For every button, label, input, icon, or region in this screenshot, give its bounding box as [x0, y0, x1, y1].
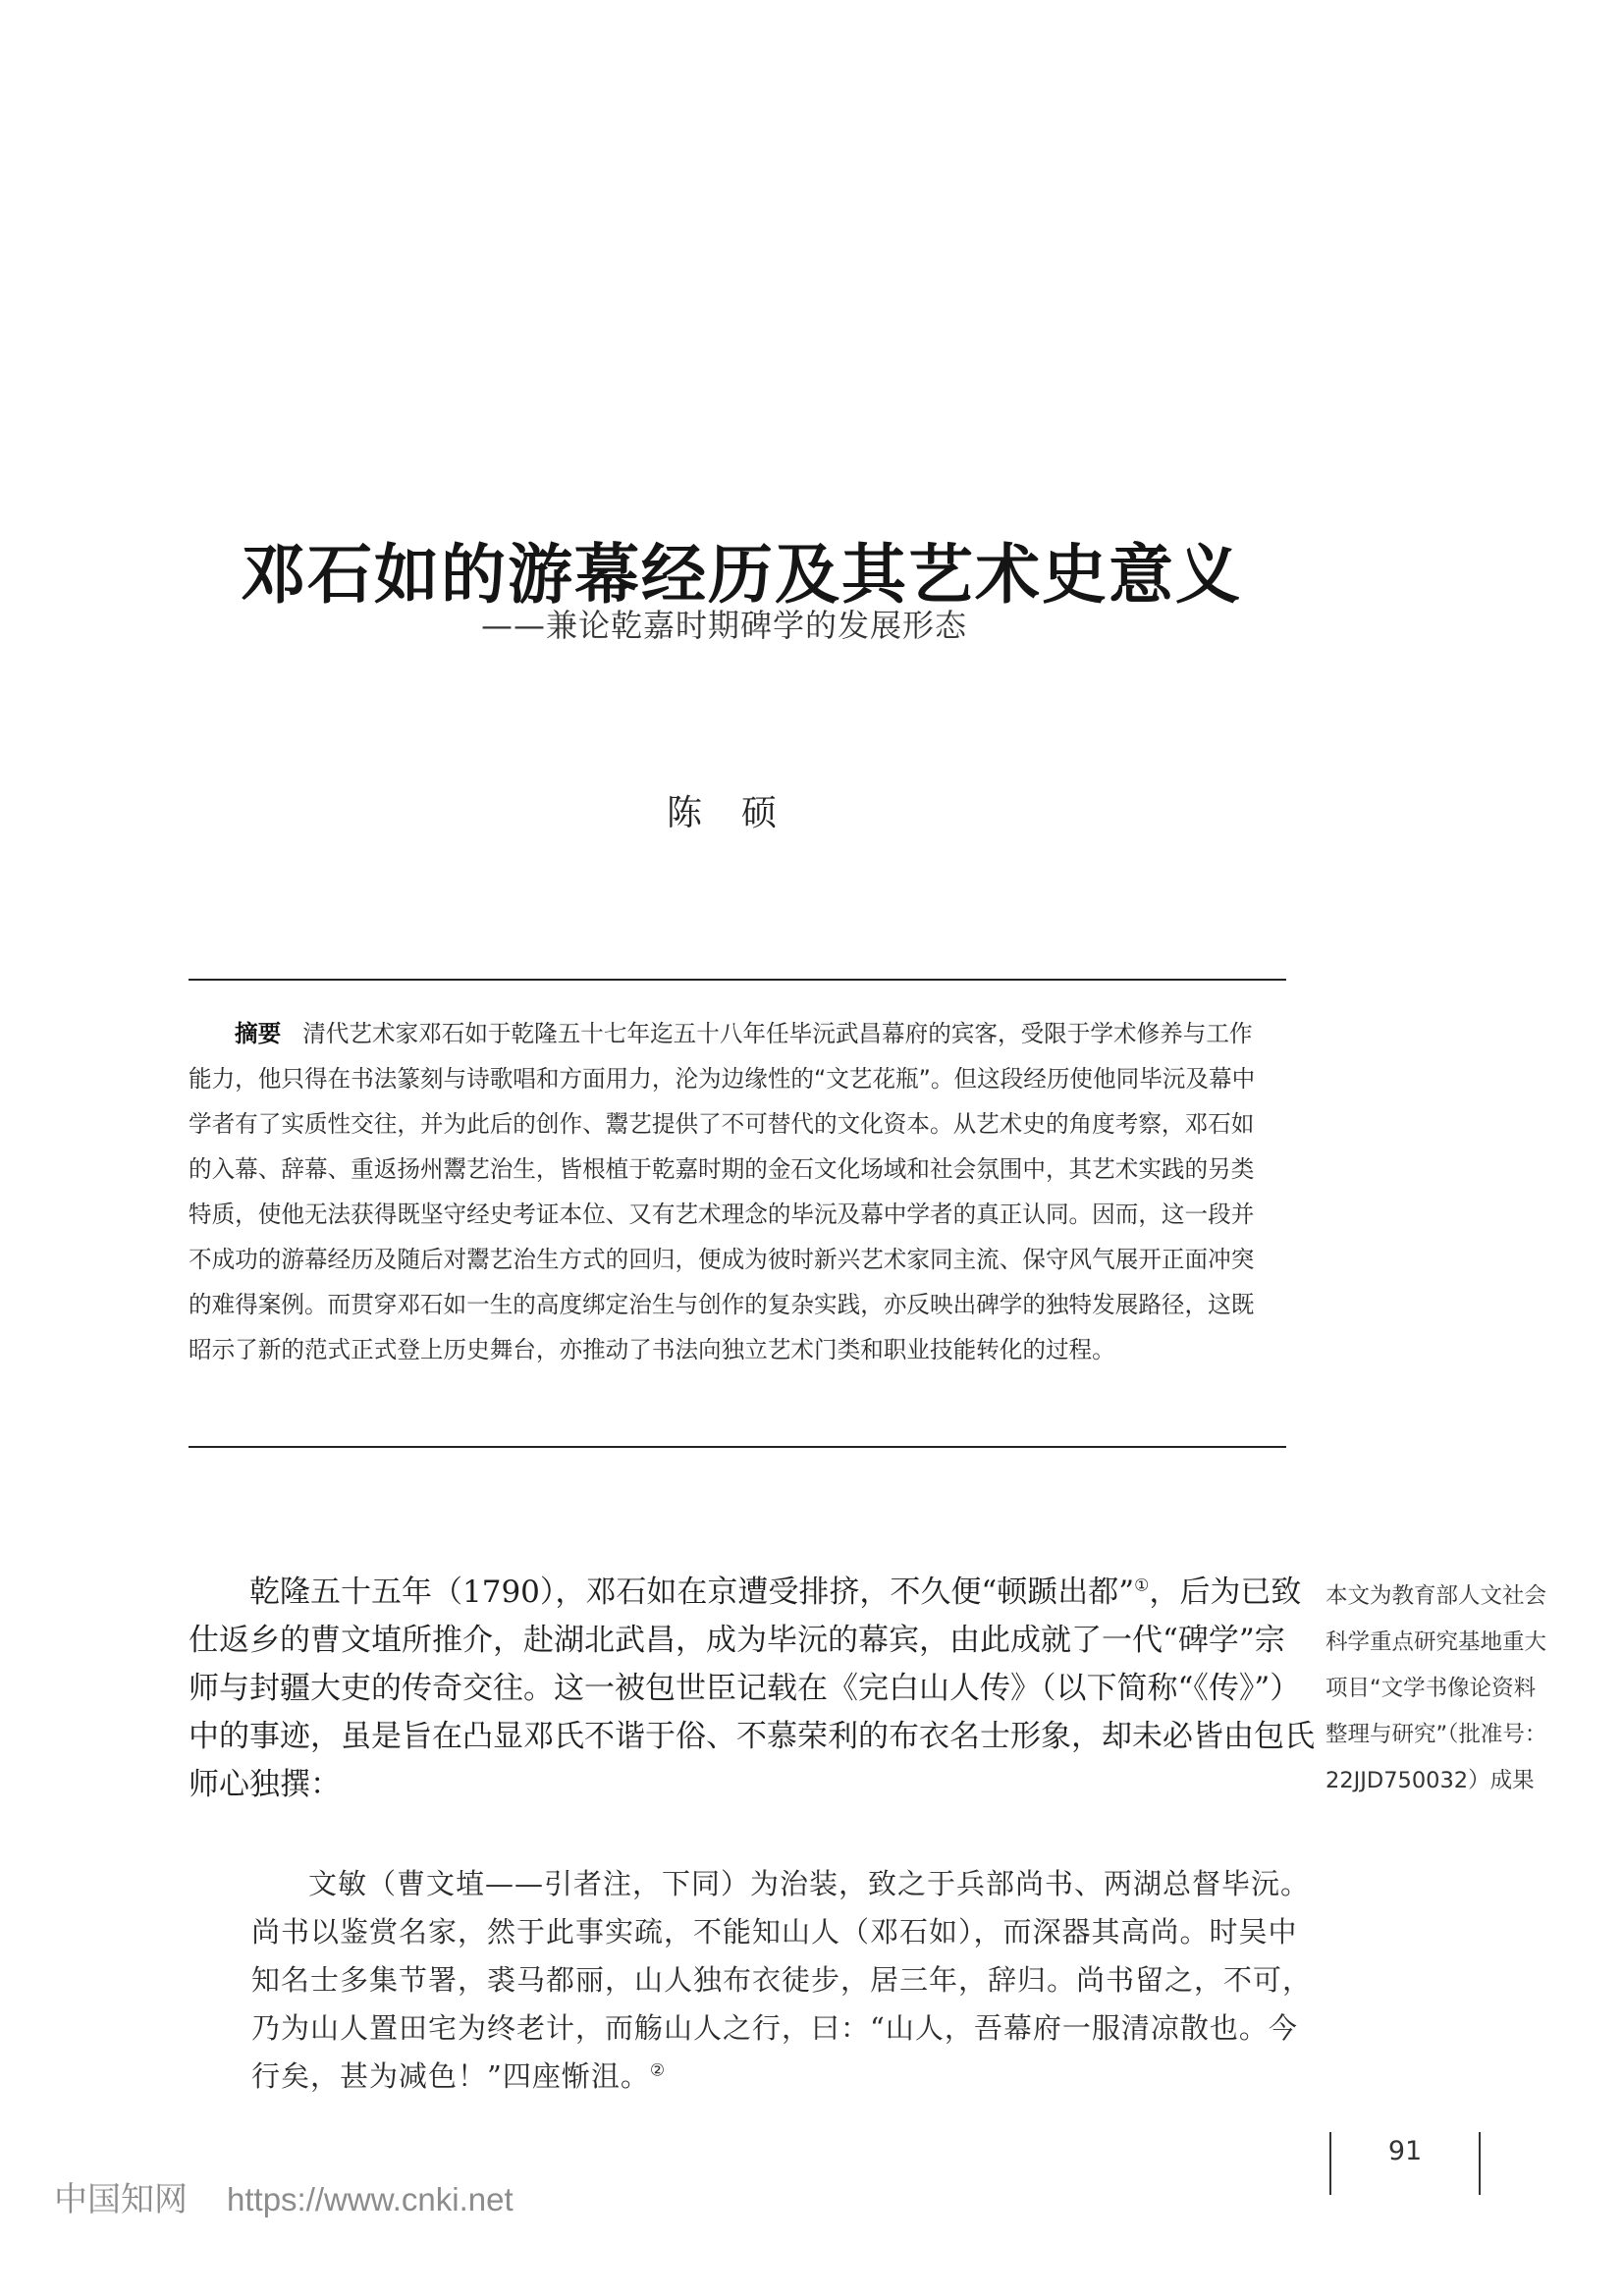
abstract-label: 摘要 [235, 1020, 282, 1047]
article-subtitle: ——兼论乾嘉时期碑学的发展形态 [481, 607, 968, 644]
sidenote-line: 22JJD750032）成果 [1325, 1768, 1535, 1793]
footnote-ref-2[interactable]: ② [649, 2060, 667, 2081]
abstract-line: 特质，使他无法获得既坚守经史考证本位、又有艺术理念的毕沅及幕中学者的真正认同。因而，这一段并 [189, 1201, 1255, 1228]
body-paragraph [189, 1569, 1315, 1809]
quote-line: 文敏（曹文埴——引者注，下同）为治装，致之于兵部尚书、两湖总督毕沅。 [308, 1867, 1311, 1900]
abstract-bottom-rule [189, 1446, 1286, 1448]
sidenote-line: 项目“文学书像论资料 [1325, 1676, 1537, 1701]
body-line: 中的事迹，虽是旨在凸显邓氏不谐于俗、不慕荣利的布衣名士形象，却未必皆由包氏 [189, 1719, 1315, 1754]
abstract-line: 的难得案例。而贯穿邓石如一生的高度绑定治生与创作的复杂实践，亦反映出碑学的独特发展路径，这既 [189, 1291, 1255, 1318]
abstract-line: 学者有了实质性交往，并为此后的创作、鬻艺提供了不可替代的文化资本。从艺术史的角度考察，邓石如 [189, 1110, 1255, 1138]
body-text-segment: ，后为已致 [1149, 1575, 1302, 1610]
footnote-ref-1[interactable]: ① [1134, 1575, 1150, 1596]
abstract-block [189, 1011, 1286, 1372]
quote-line: 乃为山人置田宅为终老计，而觞山人之行，曰：“山人，吾幕府一服清凉散也。今 [251, 2011, 1298, 2045]
abstract-text: 清代艺术家邓石如于乾隆五十七年迄五十八年任毕沅武昌幕府的宾客，受限于学术修养与工作 [302, 1020, 1253, 1047]
abstract-line: 不成功的游幕经历及随后对鬻艺治生方式的回归，便成为彼时新兴艺术家同主流、保守风气展开正面冲突 [189, 1246, 1255, 1273]
body-line: 仕返乡的曹文埴所推介，赴湖北武昌，成为毕沅的幕宾，由此成就了一代“碑学”宗 [189, 1623, 1285, 1658]
sidenote-line: 整理与研究”（批准号： [1325, 1722, 1547, 1747]
abstract-line: 能力，他只得在书法篆刻与诗歌唱和方面用力，沦为边缘性的“文艺花瓶”。但这段经历使他同毕沅及幕中 [189, 1065, 1256, 1093]
quote-line [251, 2053, 1292, 2101]
body-line: 师与封疆大吏的传奇交往。这一被包世臣记载在《完白山人传》（以下简称“《传》”） [189, 1671, 1301, 1706]
article-title: 邓石如的游幕经历及其艺术史意义 [241, 536, 1242, 614]
quote-line: 尚书以鉴赏名家，然于此事实疏，不能知山人（邓石如），而深器其高尚。时吴中 [251, 1915, 1298, 1949]
funding-sidenote [1325, 1574, 1581, 1804]
abstract-line: 昭示了新的范式正式登上历史舞台，亦推动了书法向独立艺术门类和职业技能转化的过程。 [189, 1336, 1115, 1363]
abstract-top-rule [189, 979, 1286, 981]
abstract-line: 的入幕、辞幕、重返扬州鬻艺治生，皆根植于乾嘉时期的金石文化场域和社会氛围中，其艺术实践的另类 [189, 1155, 1255, 1183]
body-line [189, 1569, 1302, 1617]
watermark-brand: 中国知网 [54, 2180, 188, 2219]
cnki-watermark [54, 2172, 514, 2220]
block-quote [251, 1860, 1313, 2101]
article-author: 陈硕 [666, 793, 816, 833]
body-line: 师心独撰： [189, 1767, 341, 1802]
quote-text-segment: 行矣，甚为减色！”四座惭沮。 [251, 2059, 650, 2093]
page-number: 91 [1329, 2132, 1481, 2195]
quote-line: 知名士多集节署，裘马都丽，山人独布衣徒步，居三年，辞归。尚书留之，不可， [251, 1963, 1313, 1997]
sidenote-line: 科学重点研究基地重大 [1325, 1629, 1547, 1655]
abstract-line [189, 1011, 1286, 1056]
body-text-segment: 乾隆五十五年（1790），邓石如在京遭受排挤，不久便“顿踬出都” [249, 1575, 1135, 1610]
sidenote-line: 本文为教育部人文社会 [1325, 1583, 1547, 1609]
watermark-url[interactable]: https://www.cnki.net [227, 2181, 514, 2217]
